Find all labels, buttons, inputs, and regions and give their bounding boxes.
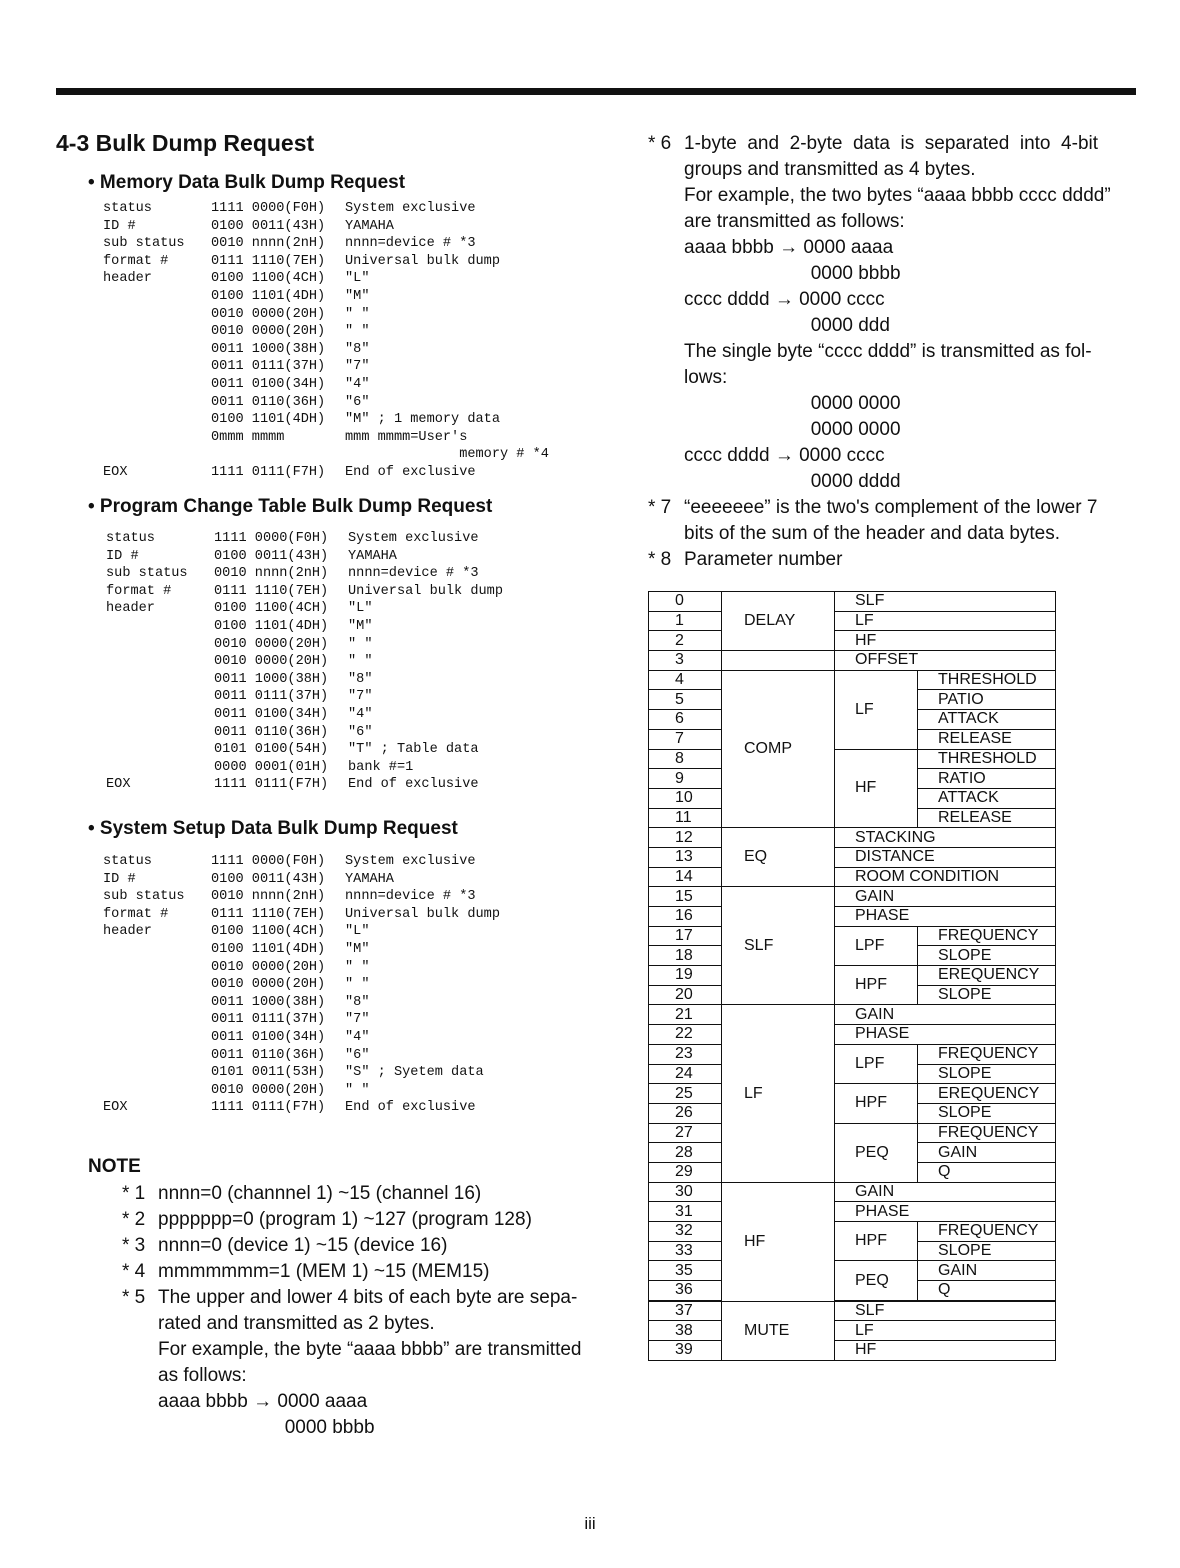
param-name: LF — [835, 611, 1056, 631]
param-name: PHASE — [835, 907, 1056, 927]
param-num: 24 — [649, 1064, 722, 1084]
note-line — [648, 495, 1138, 521]
field-meaning: "L" — [345, 924, 370, 940]
field-meaning: "M" — [345, 288, 370, 304]
field-bits: 0mmm mmmm — [211, 429, 285, 445]
param-num: 36 — [649, 1281, 722, 1301]
param-num: 30 — [649, 1182, 722, 1202]
param-num: 15 — [649, 887, 722, 907]
field-meaning: "4" — [348, 706, 373, 722]
note-title: NOTE — [88, 1156, 141, 1177]
field-bits: 1111 0000(F0H) — [211, 201, 326, 216]
param-name: HF — [835, 1341, 1056, 1361]
note-marker: * 7 — [648, 497, 672, 518]
note-marker: * 8 — [648, 549, 672, 570]
field-meaning: Universal bulk dump — [348, 583, 503, 599]
group-lf: LF — [722, 1005, 835, 1182]
param-name: LF — [835, 1321, 1056, 1341]
section-title: 4-3 Bulk Dump Request — [56, 130, 315, 156]
param-name: GAIN — [835, 887, 1056, 907]
parameter-number-table — [648, 591, 1056, 1361]
field-bits: 0101 0011(53H) — [211, 1065, 326, 1081]
param-num: 26 — [649, 1103, 722, 1123]
field-label: ID # — [106, 548, 139, 564]
field-label: EOX — [103, 1100, 128, 1116]
field-bits: 0101 0100(54H) — [214, 742, 329, 758]
param-name: GAIN — [918, 1261, 1056, 1281]
system-heading: • System Setup Data Bulk Dump Request — [88, 818, 458, 839]
field-bits: 0100 0011(43H) — [211, 871, 326, 887]
field-bits: 0000 0001(01H) — [214, 759, 329, 775]
sub-lpf: LPF — [835, 1044, 918, 1083]
field-bits: 0011 0100(34H) — [214, 706, 329, 722]
field-bits: 0011 0111(37H) — [211, 1012, 326, 1028]
sub-hpf: HPF — [835, 1222, 918, 1261]
field-meaning: "L" — [348, 601, 373, 617]
note-text: ppppppp=0 (program 1) ~127 (program 128) — [158, 1209, 532, 1230]
top-rule — [56, 88, 1136, 95]
param-num: 3 — [649, 651, 722, 671]
param-num: 7 — [649, 729, 722, 749]
note-text: For example, the two bytes “aaaa bbbb cccc dddd” — [684, 185, 1111, 206]
field-bits: 0011 0111(37H) — [214, 689, 329, 705]
param-name: THRESHOLD — [918, 670, 1056, 690]
field-bits: 0011 0100(34H) — [211, 376, 326, 392]
note-line — [648, 391, 1138, 417]
memory-heading: • Memory Data Bulk Dump Request — [88, 172, 406, 193]
field-bits: 0100 1101(4DH) — [211, 412, 326, 428]
note-text: bits of the sum of the header and data bytes. — [684, 523, 1061, 544]
param-name: Q — [918, 1162, 1056, 1182]
field-meaning: "6" — [345, 394, 370, 410]
note-text: rated and transmitted as 2 bytes. — [158, 1313, 435, 1334]
field-label: status — [106, 531, 155, 546]
field-meaning: nnnn=device # *3 — [345, 889, 476, 905]
note-text: “eeeeeee” is the two's complement of the lower 7 — [684, 497, 1098, 518]
param-num: 4 — [649, 670, 722, 690]
note-line — [648, 287, 1138, 313]
note-text: The single byte “cccc dddd” is transmitted as fol- — [684, 341, 1092, 362]
field-meaning: "T" ; Table data — [348, 742, 479, 758]
field-meaning: " " — [345, 959, 370, 975]
field-bits: 0011 0100(34H) — [211, 1029, 326, 1045]
param-num: 22 — [649, 1025, 722, 1045]
field-bits: 0010 0000(20H) — [211, 324, 326, 340]
group-hf: HF — [722, 1182, 835, 1301]
param-num: 18 — [649, 946, 722, 966]
note-text: 0000 ddd — [684, 315, 890, 336]
field-bits: 0010 0000(20H) — [214, 636, 329, 652]
field-bits: 0111 1110(7EH) — [211, 906, 326, 922]
field-meaning: "M" ; 1 memory data — [345, 412, 500, 428]
note-text: mmmmmmm=1 (MEM 1) ~15 (MEM15) — [158, 1261, 490, 1282]
param-name: FREQUENCY — [918, 1222, 1056, 1242]
field-label: format # — [103, 906, 169, 922]
field-bits: 0100 1101(4DH) — [211, 288, 326, 304]
param-num: 29 — [649, 1162, 722, 1182]
param-name: RATIO — [918, 769, 1056, 789]
note-text: Parameter number — [684, 549, 843, 570]
group-delay: DELAY — [722, 592, 835, 651]
param-num: 8 — [649, 749, 722, 769]
note-text: 0000 dddd — [684, 471, 901, 492]
param-num: 17 — [649, 926, 722, 946]
param-name: RELEASE — [918, 729, 1056, 749]
param-num: 31 — [649, 1202, 722, 1222]
note-text: aaaa bbbb → 0000 aaaa — [684, 237, 894, 258]
note-text: as follows: — [158, 1365, 247, 1386]
field-bits: 0111 1110(7EH) — [211, 253, 326, 269]
field-bits: 0011 0110(36H) — [211, 1047, 326, 1063]
field-meaning: "8" — [345, 341, 370, 357]
note-line — [648, 209, 1138, 235]
sub-peq: PEQ — [835, 1261, 918, 1300]
param-name: OFFSET — [835, 651, 1056, 671]
field-meaning: " " — [348, 636, 373, 652]
field-meaning: "6" — [348, 724, 373, 740]
note-marker: * 6 — [648, 133, 672, 154]
param-name: GAIN — [918, 1143, 1056, 1163]
note-text: lows: — [684, 367, 728, 388]
param-name: PHASE — [835, 1025, 1056, 1045]
field-meaning: bank #=1 — [348, 759, 414, 775]
note-text: The upper and lower 4 bits of each byte are sepa- — [158, 1287, 578, 1308]
field-meaning: nnnn=device # *3 — [345, 236, 476, 252]
field-bits: 0010 nnnn(2nH) — [211, 236, 326, 252]
field-meaning: End of exclusive — [345, 1100, 476, 1116]
field-meaning: "4" — [345, 1029, 370, 1045]
note-text: aaaa bbbb → 0000 aaaa — [158, 1391, 368, 1412]
param-num: 39 — [649, 1341, 722, 1361]
field-meaning: "8" — [345, 994, 370, 1010]
param-name: SLOPE — [918, 946, 1056, 966]
param-num: 38 — [649, 1321, 722, 1341]
note-marker: * 4 — [122, 1261, 146, 1282]
program-heading: • Program Change Table Bulk Dump Request — [88, 496, 493, 517]
field-bits: 0010 0000(20H) — [211, 306, 326, 322]
note-text: are transmitted as follows: — [684, 211, 905, 232]
param-name: STACKING — [835, 828, 1056, 848]
field-label: EOX — [106, 777, 131, 793]
param-name: Q — [918, 1281, 1056, 1301]
note-line — [648, 157, 1138, 183]
param-name: FREQUENCY — [918, 1123, 1056, 1143]
field-bits: 0010 0000(20H) — [211, 977, 326, 993]
field-bits: 0100 1100(4CH) — [211, 271, 326, 287]
field-bits: 0100 1101(4DH) — [214, 618, 329, 634]
note-marker: * 5 — [122, 1287, 146, 1308]
param-num: 33 — [649, 1241, 722, 1261]
note-line — [648, 313, 1138, 339]
param-num: 20 — [649, 985, 722, 1005]
field-label: sub status — [106, 566, 188, 582]
param-name: DISTANCE — [835, 847, 1056, 867]
field-bits: 0100 1100(4CH) — [211, 924, 326, 940]
param-name: EREQUENCY — [918, 1084, 1056, 1104]
field-bits: 0100 0011(43H) — [211, 218, 326, 234]
field-meaning: "M" — [348, 618, 373, 634]
field-meaning: "4" — [345, 376, 370, 392]
note-line — [648, 235, 1138, 261]
note-marker: * 3 — [122, 1235, 146, 1256]
sub-peq: PEQ — [835, 1123, 918, 1182]
field-meaning: YAMAHA — [348, 548, 397, 564]
param-num: 2 — [649, 631, 722, 651]
param-num: 16 — [649, 907, 722, 927]
field-meaning: nnnn=device # *3 — [348, 566, 479, 582]
field-meaning: "7" — [345, 359, 370, 375]
note-line — [648, 131, 1138, 157]
field-bits: 1111 0111(F7H) — [214, 777, 329, 793]
param-name: SLOPE — [918, 1241, 1056, 1261]
note-line — [648, 521, 1138, 547]
note-text: 0000 0000 — [684, 419, 901, 440]
field-bits: 0010 0000(20H) — [211, 1082, 326, 1098]
field-label: ID # — [103, 871, 136, 887]
field-meaning: Universal bulk dump — [345, 253, 500, 269]
field-meaning: " " — [345, 1082, 370, 1098]
note-text: For example, the byte “aaaa bbbb” are transmitted — [158, 1339, 582, 1360]
field-meaning: "7" — [348, 689, 373, 705]
field-meaning: Universal bulk dump — [345, 906, 500, 922]
field-bits: 0010 nnnn(2nH) — [214, 566, 329, 582]
note-line — [648, 183, 1138, 209]
field-bits: 1111 0111(F7H) — [211, 1100, 326, 1116]
field-meaning: YAMAHA — [345, 218, 394, 234]
field-meaning: System exclusive — [348, 531, 479, 546]
note-text: cccc dddd → 0000 cccc — [684, 445, 885, 466]
field-meaning: "8" — [348, 671, 373, 687]
note-text: 0000 bbbb — [158, 1417, 375, 1438]
param-name: ROOM CONDITION — [835, 867, 1056, 887]
param-name: EREQUENCY — [918, 966, 1056, 986]
sub-hf: HF — [835, 749, 918, 828]
param-num: 11 — [649, 808, 722, 828]
notes-right — [648, 131, 1138, 573]
param-num: 13 — [649, 847, 722, 867]
field-label: header — [106, 601, 155, 617]
param-num: 32 — [649, 1222, 722, 1242]
field-meaning: "7" — [345, 1012, 370, 1028]
sub-hpf: HPF — [835, 966, 918, 1005]
field-bits: 0100 1101(4DH) — [211, 941, 326, 957]
field-bits: 0100 0011(43H) — [214, 548, 329, 564]
param-num: 6 — [649, 710, 722, 730]
field-bits: 0111 1110(7EH) — [214, 583, 329, 599]
note-marker: * 1 — [122, 1183, 146, 1204]
note-text: 0000 bbbb — [684, 263, 901, 284]
field-bits: 0011 0110(36H) — [214, 724, 329, 740]
note-line — [648, 339, 1138, 365]
group-mute: MUTE — [722, 1301, 835, 1360]
field-bits: 0011 1000(38H) — [211, 341, 326, 357]
param-num: 28 — [649, 1143, 722, 1163]
param-name: ATTACK — [918, 788, 1056, 808]
param-name: RELEASE — [918, 808, 1056, 828]
param-num: 0 — [649, 592, 722, 612]
param-name: PHASE — [835, 1202, 1056, 1222]
field-meaning: " " — [345, 324, 370, 340]
field-meaning: " " — [345, 977, 370, 993]
field-label: header — [103, 271, 152, 287]
param-name: GAIN — [835, 1005, 1056, 1025]
field-meaning: End of exclusive — [345, 464, 476, 480]
group-delay-tail — [722, 651, 835, 671]
field-bits: 0010 0000(20H) — [214, 654, 329, 670]
note-text: nnnn=0 (channnel 1) ~15 (channel 16) — [158, 1183, 482, 1204]
sub-hpf: HPF — [835, 1084, 918, 1123]
param-num: 35 — [649, 1261, 722, 1281]
field-meaning: " " — [345, 306, 370, 322]
param-name: GAIN — [835, 1182, 1056, 1202]
field-meaning: memory # *4 — [345, 447, 549, 463]
field-bits: 0011 1000(38H) — [211, 994, 326, 1010]
param-num: 1 — [649, 611, 722, 631]
field-label: EOX — [103, 464, 128, 480]
param-name: THRESHOLD — [918, 749, 1056, 769]
param-num: 9 — [649, 769, 722, 789]
param-num: 25 — [649, 1084, 722, 1104]
field-meaning: mmm mmmm=User's — [345, 429, 468, 445]
note-text: 1-byte and 2-byte data is separated into 4-bit — [684, 133, 1099, 154]
param-num: 21 — [649, 1005, 722, 1025]
note-text: nnnn=0 (device 1) ~15 (device 16) — [158, 1235, 448, 1256]
param-name: SLF — [835, 592, 1056, 612]
param-name: SLF — [835, 1301, 1056, 1321]
group-comp: COMP — [722, 670, 835, 828]
field-meaning: " " — [348, 654, 373, 670]
field-label: ID # — [103, 218, 136, 234]
field-meaning: End of exclusive — [348, 777, 479, 793]
param-num: 10 — [649, 788, 722, 808]
param-num: 19 — [649, 966, 722, 986]
field-bits: 1111 0000(F0H) — [211, 854, 326, 869]
field-label: status — [103, 201, 152, 216]
field-meaning: YAMAHA — [345, 871, 394, 887]
field-bits: 0011 0111(37H) — [211, 359, 326, 375]
param-name: FREQUENCY — [918, 926, 1056, 946]
field-bits: 0100 1100(4CH) — [214, 601, 329, 617]
field-meaning: "L" — [345, 271, 370, 287]
field-bits: 1111 0000(F0H) — [214, 531, 329, 546]
param-num: 27 — [649, 1123, 722, 1143]
param-name: PATIO — [918, 690, 1056, 710]
param-num: 5 — [649, 690, 722, 710]
field-label: status — [103, 854, 152, 869]
page-number: iii — [584, 1514, 596, 1533]
param-num: 14 — [649, 867, 722, 887]
group-eq: EQ — [722, 828, 835, 887]
note-line — [648, 443, 1138, 469]
field-label: format # — [106, 583, 172, 599]
field-bits: 0010 0000(20H) — [211, 959, 326, 975]
note-text: cccc dddd → 0000 cccc — [684, 289, 885, 310]
field-label: header — [103, 924, 152, 940]
param-num: 37 — [649, 1301, 722, 1321]
param-name: SLOPE — [918, 1103, 1056, 1123]
sub-lf: LF — [835, 670, 918, 749]
param-num: 23 — [649, 1044, 722, 1064]
field-meaning: "6" — [345, 1047, 370, 1063]
note-marker: * 2 — [122, 1209, 146, 1230]
group-slf: SLF — [722, 887, 835, 1005]
note-line — [648, 365, 1138, 391]
sub-lpf: LPF — [835, 926, 918, 965]
note-line — [648, 547, 1138, 573]
note-line — [648, 469, 1138, 495]
field-meaning: System exclusive — [345, 201, 476, 216]
note-line — [648, 261, 1138, 287]
param-num: 12 — [649, 828, 722, 848]
param-name: SLOPE — [918, 985, 1056, 1005]
field-meaning: "M" — [345, 941, 370, 957]
param-name: HF — [835, 631, 1056, 651]
note-text: groups and transmitted as 4 bytes. — [684, 159, 976, 180]
field-bits: 0011 0110(36H) — [211, 394, 326, 410]
param-name: SLOPE — [918, 1064, 1056, 1084]
field-meaning: "S" ; Syetem data — [345, 1065, 484, 1081]
param-name: ATTACK — [918, 710, 1056, 730]
field-label: sub status — [103, 889, 185, 905]
field-bits: 1111 0111(F7H) — [211, 464, 326, 480]
note-text: 0000 0000 — [684, 393, 901, 414]
note-line — [648, 417, 1138, 443]
param-name: FREQUENCY — [918, 1044, 1056, 1064]
field-meaning: System exclusive — [345, 854, 476, 869]
field-label: sub status — [103, 236, 185, 252]
field-bits: 0010 nnnn(2nH) — [211, 889, 326, 905]
field-bits: 0011 1000(38H) — [214, 671, 329, 687]
field-label: format # — [103, 253, 169, 269]
